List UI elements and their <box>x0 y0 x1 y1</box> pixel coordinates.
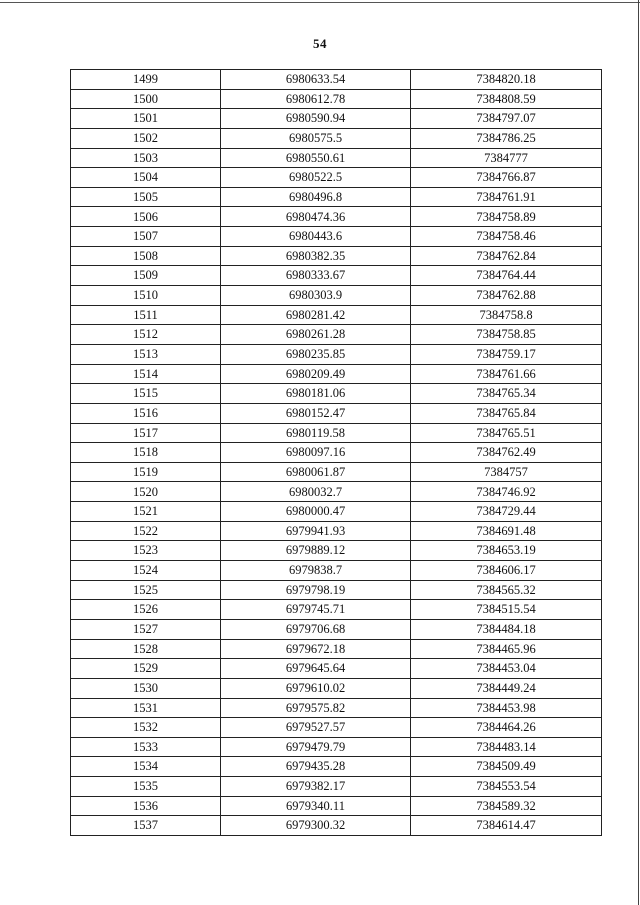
y-coordinate-cell: 7384820.18 <box>411 70 602 90</box>
y-coordinate-cell: 7384808.59 <box>411 89 602 109</box>
coordinates-table-body <box>71 70 602 836</box>
point-number-cell: 1529 <box>71 659 221 679</box>
table-row <box>71 482 602 502</box>
point-number-cell: 1514 <box>71 364 221 384</box>
point-number-cell: 1513 <box>71 344 221 364</box>
point-number-cell: 1532 <box>71 718 221 738</box>
y-coordinate-cell: 7384777 <box>411 148 602 168</box>
x-coordinate-cell: 6979479.79 <box>221 737 411 757</box>
table-row <box>71 89 602 109</box>
x-coordinate-cell: 6980000.47 <box>221 502 411 522</box>
coordinates-table <box>70 69 602 836</box>
table-row <box>71 70 602 90</box>
table-row <box>71 659 602 679</box>
point-number-cell: 1509 <box>71 266 221 286</box>
table-row <box>71 227 602 247</box>
x-coordinate-cell: 6980333.67 <box>221 266 411 286</box>
point-number-cell: 1534 <box>71 757 221 777</box>
y-coordinate-cell: 7384766.87 <box>411 168 602 188</box>
table-row <box>71 148 602 168</box>
y-coordinate-cell: 7384453.04 <box>411 659 602 679</box>
point-number-cell: 1519 <box>71 462 221 482</box>
point-number-cell: 1502 <box>71 128 221 148</box>
x-coordinate-cell: 6979575.82 <box>221 698 411 718</box>
point-number-cell: 1536 <box>71 796 221 816</box>
table-row <box>71 541 602 561</box>
point-number-cell: 1526 <box>71 600 221 620</box>
table-row <box>71 718 602 738</box>
y-coordinate-cell: 7384786.25 <box>411 128 602 148</box>
table-row <box>71 462 602 482</box>
y-coordinate-cell: 7384765.84 <box>411 403 602 423</box>
table-row <box>71 796 602 816</box>
y-coordinate-cell: 7384453.98 <box>411 698 602 718</box>
table-row <box>71 403 602 423</box>
x-coordinate-cell: 6980612.78 <box>221 89 411 109</box>
y-coordinate-cell: 7384465.96 <box>411 639 602 659</box>
x-coordinate-cell: 6979706.68 <box>221 619 411 639</box>
table-row <box>71 207 602 227</box>
point-number-cell: 1505 <box>71 187 221 207</box>
table-row <box>71 737 602 757</box>
scan-edge-top <box>0 2 640 3</box>
table-row <box>71 423 602 443</box>
y-coordinate-cell: 7384759.17 <box>411 344 602 364</box>
y-coordinate-cell: 7384761.66 <box>411 364 602 384</box>
x-coordinate-cell: 6980590.94 <box>221 109 411 129</box>
y-coordinate-cell: 7384483.14 <box>411 737 602 757</box>
point-number-cell: 1520 <box>71 482 221 502</box>
x-coordinate-cell: 6980032.7 <box>221 482 411 502</box>
y-coordinate-cell: 7384762.49 <box>411 443 602 463</box>
point-number-cell: 1507 <box>71 227 221 247</box>
y-coordinate-cell: 7384758.8 <box>411 305 602 325</box>
y-coordinate-cell: 7384761.91 <box>411 187 602 207</box>
table-row <box>71 678 602 698</box>
point-number-cell: 1510 <box>71 286 221 306</box>
x-coordinate-cell: 6979889.12 <box>221 541 411 561</box>
y-coordinate-cell: 7384464.26 <box>411 718 602 738</box>
x-coordinate-cell: 6980152.47 <box>221 403 411 423</box>
table-row <box>71 109 602 129</box>
point-number-cell: 1504 <box>71 168 221 188</box>
y-coordinate-cell: 7384614.47 <box>411 816 602 836</box>
x-coordinate-cell: 6979941.93 <box>221 521 411 541</box>
table-row <box>71 246 602 266</box>
table-row <box>71 325 602 345</box>
x-coordinate-cell: 6980209.49 <box>221 364 411 384</box>
point-number-cell: 1531 <box>71 698 221 718</box>
table-row <box>71 777 602 797</box>
table-row <box>71 286 602 306</box>
y-coordinate-cell: 7384729.44 <box>411 502 602 522</box>
point-number-cell: 1500 <box>71 89 221 109</box>
table-row <box>71 619 602 639</box>
table-row <box>71 364 602 384</box>
x-coordinate-cell: 6980474.36 <box>221 207 411 227</box>
y-coordinate-cell: 7384758.85 <box>411 325 602 345</box>
y-coordinate-cell: 7384691.48 <box>411 521 602 541</box>
table-row <box>71 698 602 718</box>
point-number-cell: 1521 <box>71 502 221 522</box>
x-coordinate-cell: 6980281.42 <box>221 305 411 325</box>
x-coordinate-cell: 6979798.19 <box>221 580 411 600</box>
table-row <box>71 128 602 148</box>
table-row <box>71 168 602 188</box>
x-coordinate-cell: 6980097.16 <box>221 443 411 463</box>
y-coordinate-cell: 7384606.17 <box>411 561 602 581</box>
table-row <box>71 502 602 522</box>
table-row <box>71 757 602 777</box>
x-coordinate-cell: 6980382.35 <box>221 246 411 266</box>
point-number-cell: 1527 <box>71 619 221 639</box>
point-number-cell: 1525 <box>71 580 221 600</box>
table-row <box>71 521 602 541</box>
point-number-cell: 1506 <box>71 207 221 227</box>
point-number-cell: 1499 <box>71 70 221 90</box>
y-coordinate-cell: 7384565.32 <box>411 580 602 600</box>
point-number-cell: 1512 <box>71 325 221 345</box>
x-coordinate-cell: 6979672.18 <box>221 639 411 659</box>
y-coordinate-cell: 7384509.49 <box>411 757 602 777</box>
x-coordinate-cell: 6979745.71 <box>221 600 411 620</box>
y-coordinate-cell: 7384589.32 <box>411 796 602 816</box>
point-number-cell: 1535 <box>71 777 221 797</box>
table-row <box>71 580 602 600</box>
table-row <box>71 266 602 286</box>
page-number: 54 <box>313 36 327 51</box>
x-coordinate-cell: 6980261.28 <box>221 325 411 345</box>
table-row <box>71 384 602 404</box>
x-coordinate-cell: 6980522.5 <box>221 168 411 188</box>
table-row <box>71 639 602 659</box>
x-coordinate-cell: 6980496.8 <box>221 187 411 207</box>
point-number-cell: 1501 <box>71 109 221 129</box>
x-coordinate-cell: 6979300.32 <box>221 816 411 836</box>
x-coordinate-cell: 6980633.54 <box>221 70 411 90</box>
point-number-cell: 1511 <box>71 305 221 325</box>
x-coordinate-cell: 6980061.87 <box>221 462 411 482</box>
table-row <box>71 561 602 581</box>
x-coordinate-cell: 6980303.9 <box>221 286 411 306</box>
point-number-cell: 1537 <box>71 816 221 836</box>
x-coordinate-cell: 6979435.28 <box>221 757 411 777</box>
point-number-cell: 1523 <box>71 541 221 561</box>
y-coordinate-cell: 7384757 <box>411 462 602 482</box>
point-number-cell: 1515 <box>71 384 221 404</box>
x-coordinate-cell: 6980575.5 <box>221 128 411 148</box>
table-row <box>71 305 602 325</box>
y-coordinate-cell: 7384762.84 <box>411 246 602 266</box>
point-number-cell: 1522 <box>71 521 221 541</box>
point-number-cell: 1530 <box>71 678 221 698</box>
point-number-cell: 1528 <box>71 639 221 659</box>
y-coordinate-cell: 7384515.54 <box>411 600 602 620</box>
table-row <box>71 187 602 207</box>
x-coordinate-cell: 6980181.06 <box>221 384 411 404</box>
x-coordinate-cell: 6979340.11 <box>221 796 411 816</box>
point-number-cell: 1516 <box>71 403 221 423</box>
scan-edge-right <box>638 0 639 905</box>
point-number-cell: 1533 <box>71 737 221 757</box>
y-coordinate-cell: 7384765.34 <box>411 384 602 404</box>
x-coordinate-cell: 6979838.7 <box>221 561 411 581</box>
y-coordinate-cell: 7384758.46 <box>411 227 602 247</box>
y-coordinate-cell: 7384746.92 <box>411 482 602 502</box>
table-row <box>71 344 602 364</box>
x-coordinate-cell: 6979382.17 <box>221 777 411 797</box>
x-coordinate-cell: 6980550.61 <box>221 148 411 168</box>
y-coordinate-cell: 7384484.18 <box>411 619 602 639</box>
y-coordinate-cell: 7384764.44 <box>411 266 602 286</box>
x-coordinate-cell: 6980119.58 <box>221 423 411 443</box>
y-coordinate-cell: 7384758.89 <box>411 207 602 227</box>
point-number-cell: 1508 <box>71 246 221 266</box>
point-number-cell: 1524 <box>71 561 221 581</box>
x-coordinate-cell: 6980443.6 <box>221 227 411 247</box>
table-row <box>71 443 602 463</box>
y-coordinate-cell: 7384449.24 <box>411 678 602 698</box>
x-coordinate-cell: 6979645.64 <box>221 659 411 679</box>
table-row <box>71 816 602 836</box>
y-coordinate-cell: 7384553.54 <box>411 777 602 797</box>
point-number-cell: 1517 <box>71 423 221 443</box>
x-coordinate-cell: 6980235.85 <box>221 344 411 364</box>
x-coordinate-cell: 6979610.02 <box>221 678 411 698</box>
table-row <box>71 600 602 620</box>
y-coordinate-cell: 7384653.19 <box>411 541 602 561</box>
y-coordinate-cell: 7384797.07 <box>411 109 602 129</box>
y-coordinate-cell: 7384765.51 <box>411 423 602 443</box>
x-coordinate-cell: 6979527.57 <box>221 718 411 738</box>
point-number-cell: 1503 <box>71 148 221 168</box>
y-coordinate-cell: 7384762.88 <box>411 286 602 306</box>
point-number-cell: 1518 <box>71 443 221 463</box>
